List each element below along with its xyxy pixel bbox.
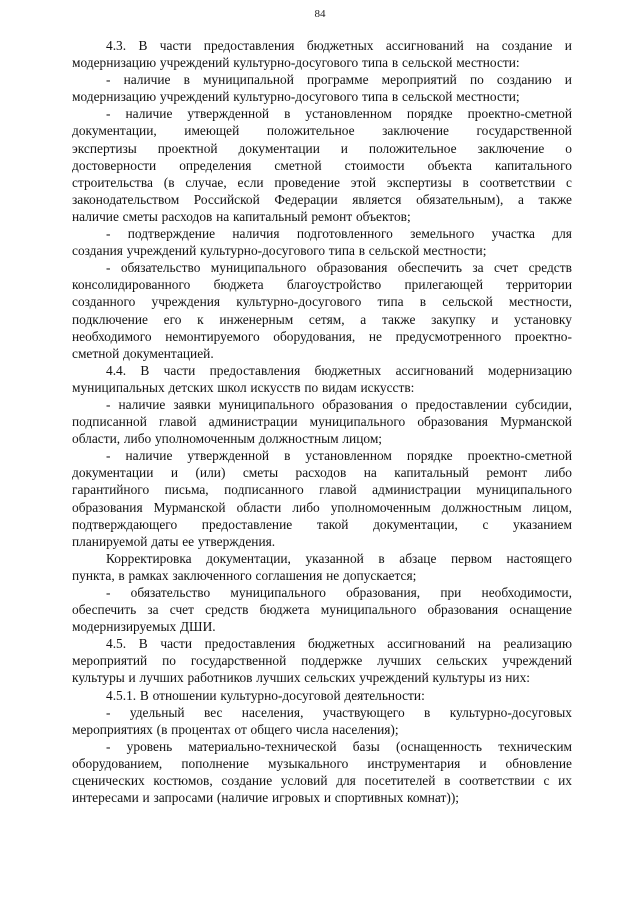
- text-line: сметной документацией.: [72, 345, 214, 361]
- text-line: сценических костюмов, создание условий для посетителей в соответствии с их: [72, 773, 572, 789]
- paragraph: [72, 396, 572, 447]
- text-line: строительства (в случае, если проведение этой экспертизы в соответствии с: [72, 174, 572, 190]
- text-line: - уровень материально-технической базы (оснащенность техническим: [106, 738, 572, 754]
- page-number: 84: [314, 8, 326, 20]
- text-line: созданного учреждения культурно-досугового типа в сельской местности,: [72, 294, 572, 310]
- paragraph: [72, 447, 572, 550]
- paragraph: [72, 704, 572, 738]
- text-line: создания учреждений культурно-досугового типа в сельской местности;: [72, 243, 487, 259]
- paragraph: [72, 550, 572, 584]
- text-line: мероприятий по государственной поддержке лучших сельских учреждений: [72, 653, 572, 669]
- text-line: модернизацию учреждений культурно-досугового типа в сельской местности;: [72, 89, 520, 105]
- text-line: культуры и лучших работников лучших сельских учреждений культуры из них:: [72, 670, 530, 686]
- text-line: - удельный вес населения, участвующего в культурно-досуговых: [106, 704, 572, 720]
- paragraph: [72, 105, 572, 225]
- text-line: - наличие утвержденной в установленном порядке проектно-сметной: [106, 448, 572, 464]
- text-line: мероприятиях (в процентах от общего числа населения);: [72, 721, 399, 737]
- text-line: - обязательство муниципального образования, при необходимости,: [106, 585, 572, 600]
- text-line: подключение его к инженерным сетям, а также закупку и установку: [72, 311, 572, 327]
- text-line: наличие сметы расходов на капитальный ремонт объектов;: [72, 208, 411, 224]
- text-line: подтверждающего предоставление такой документации, с указанием: [72, 516, 572, 532]
- text-line: 4.3. В части предоставления бюджетных ассигнований на создание и: [106, 38, 572, 53]
- text-line: обеспечить за счет средств бюджета муниципального образования оснащение: [72, 602, 572, 618]
- text-line: модернизацию учреждений культурно-досугового типа в сельской местности:: [72, 55, 520, 71]
- text-line: законодательством Российской Федерации является обязательным), а также: [72, 191, 572, 207]
- text-line: гарантийного письма, подписанного главой администрации муниципального: [72, 482, 572, 498]
- text-line: подписанной главой администрации муниципального образования Мурманской: [72, 414, 572, 430]
- paragraph: [72, 259, 572, 362]
- text-line: интересами и запросами (наличие игровых и спортивных комнат));: [72, 790, 460, 806]
- paragraph: [72, 584, 572, 635]
- text-line: 4.5. В части предоставления бюджетных ассигнований на реализацию: [106, 636, 572, 652]
- paragraph: [72, 71, 572, 105]
- text-line: оборудованием, пополнение музыкального инструментария и обновление: [72, 755, 572, 771]
- text-line: необходимого немонтируемого оборудования, не предусмотренного проектно-: [72, 328, 572, 344]
- text-line: муниципальных детских школ искусств по видам искусств:: [72, 379, 415, 395]
- paragraph: [72, 635, 572, 686]
- text-line: документации и (или) сметы расходов на капитальный ремонт либо: [72, 465, 572, 481]
- paragraph: [72, 37, 572, 71]
- text-line: - обязательство муниципального образования обеспечить за счет средств: [106, 260, 572, 276]
- text-line: - подтверждение наличия подготовленного земельного участка для: [106, 226, 572, 242]
- text-line: 4.5.1. В отношении культурно-досуговой деятельности:: [106, 687, 425, 703]
- text-line: документации, имеющей положительное заключение государственной: [72, 123, 572, 139]
- text-line: Корректировка документации, указанной в абзаце первом настоящего: [106, 550, 572, 566]
- text-line: экспертизы проектной документации и положительное заключение о: [72, 140, 572, 156]
- text-line: консолидированного бюджета благоустройство прилегающей территории: [72, 277, 572, 293]
- text-line: планируемой даты ее утверждения.: [72, 533, 276, 549]
- text-line: области, либо уполномоченным должностным лицом;: [72, 431, 383, 447]
- paragraph: [72, 225, 572, 259]
- paragraph: [72, 687, 572, 704]
- text-line: - наличие заявки муниципального образования о предоставлении субсидии,: [106, 396, 572, 412]
- paragraph: [72, 362, 572, 396]
- text-line: - наличие утвержденной в установленном порядке проектно-сметной: [106, 106, 572, 122]
- text-line: пункта, в рамках заключенного соглашения не допускается;: [72, 567, 417, 583]
- paragraph: [72, 738, 572, 806]
- text-line: образования Мурманской области либо уполномоченным должностным лицом,: [72, 499, 572, 515]
- text-line: достоверности определения сметной стоимости объекта капитального: [72, 157, 572, 173]
- text-line: - наличие в муниципальной программе мероприятий по созданию и: [106, 72, 572, 88]
- text-line: модернизируемых ДШИ.: [72, 619, 216, 635]
- text-line: 4.4. В части предоставления бюджетных ассигнований модернизацию: [106, 362, 572, 378]
- document-body: [72, 37, 572, 806]
